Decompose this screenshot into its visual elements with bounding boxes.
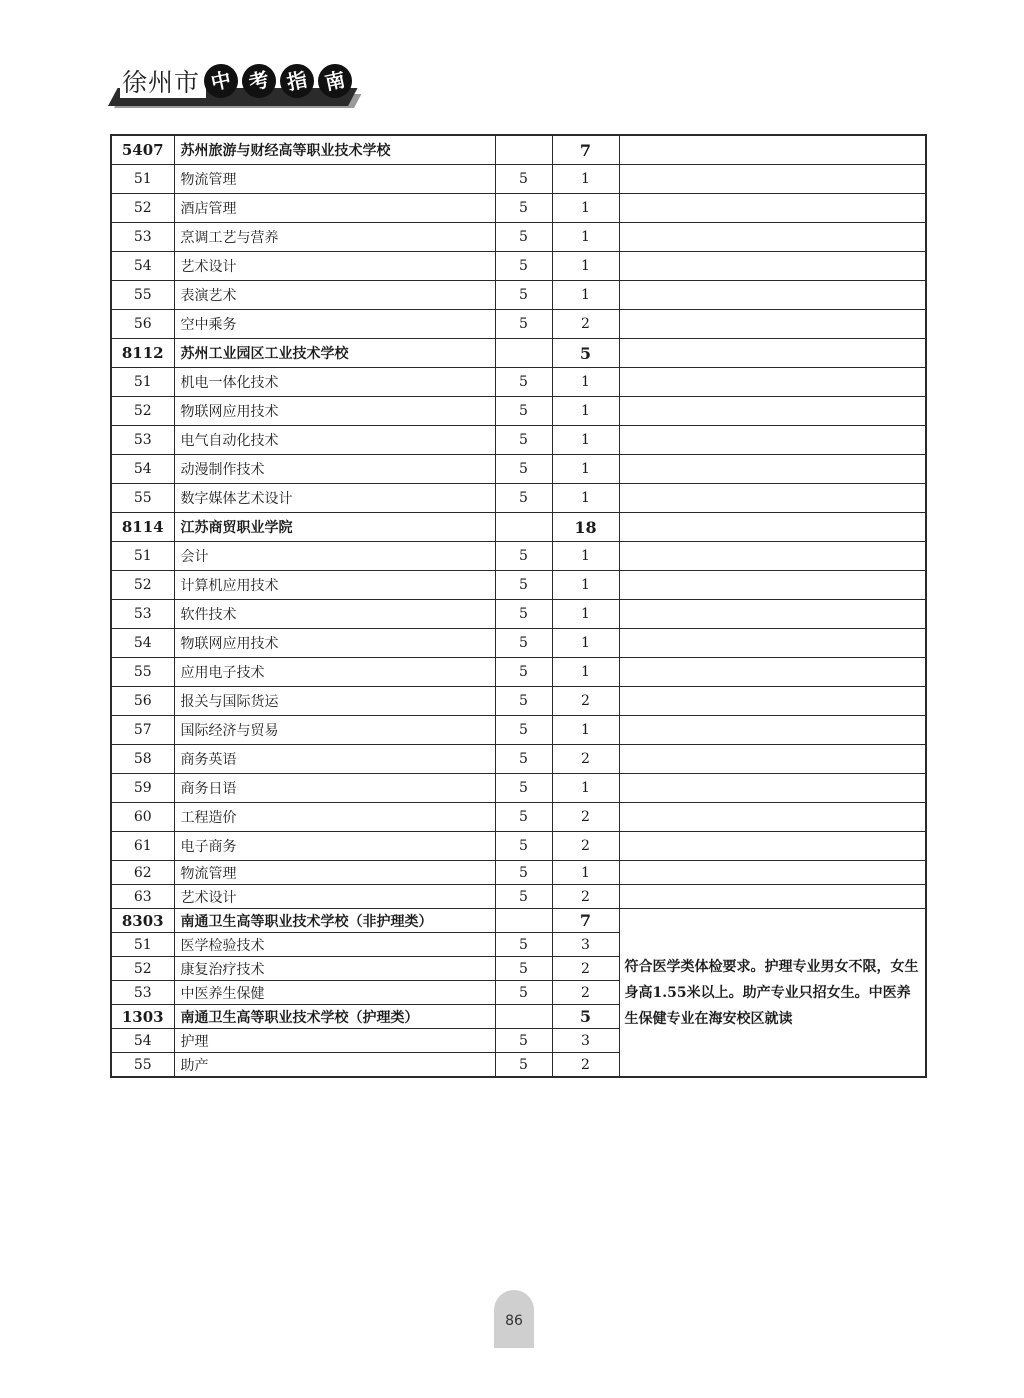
enrollment-plan: 1: [552, 223, 619, 252]
major-name: 电气自动化技术: [174, 426, 495, 455]
study-years: 5: [495, 600, 552, 629]
school-row: [111, 513, 926, 542]
major-code: 58: [111, 745, 174, 774]
header-seal-4: 南: [315, 61, 355, 101]
study-years: [495, 339, 552, 368]
major-name: 商务英语: [174, 745, 495, 774]
major-code: 51: [111, 165, 174, 194]
major-code: 54: [111, 629, 174, 658]
enrollment-plan: 1: [552, 426, 619, 455]
enrollment-plan: 1: [552, 774, 619, 803]
enrollment-plan: 2: [552, 957, 619, 981]
major-row: [111, 165, 926, 194]
study-years: 5: [495, 885, 552, 909]
major-row: [111, 885, 926, 909]
enrollment-plan: 1: [552, 542, 619, 571]
remark-cell: [619, 397, 926, 426]
school-code: 1303: [111, 1005, 174, 1029]
study-years: 5: [495, 716, 552, 745]
enrollment-plan: 1: [552, 629, 619, 658]
enrollment-plan: 2: [552, 885, 619, 909]
enrollment-plan: 1: [552, 194, 619, 223]
remark-cell: [619, 484, 926, 513]
enrollment-plan: 2: [552, 981, 619, 1005]
school-row: [111, 135, 926, 165]
major-code: 57: [111, 716, 174, 745]
major-code: 60: [111, 803, 174, 832]
admissions-table: [110, 134, 927, 1078]
remark-cell: [619, 252, 926, 281]
major-code: 51: [111, 542, 174, 571]
study-years: 5: [495, 774, 552, 803]
study-years: 5: [495, 281, 552, 310]
major-code: 56: [111, 310, 174, 339]
major-code: 52: [111, 397, 174, 426]
major-name: 艺术设计: [174, 252, 495, 281]
major-name: 应用电子技术: [174, 658, 495, 687]
enrollment-plan: 18: [552, 513, 619, 542]
major-row: [111, 194, 926, 223]
major-code: 52: [111, 571, 174, 600]
major-code: 54: [111, 1029, 174, 1053]
enrollment-plan: 2: [552, 1053, 619, 1078]
major-row: [111, 397, 926, 426]
remark-cell: [619, 716, 926, 745]
enrollment-plan: 2: [552, 803, 619, 832]
major-code: 52: [111, 957, 174, 981]
major-name: 助产: [174, 1053, 495, 1078]
study-years: 5: [495, 629, 552, 658]
remark-cell: [619, 658, 926, 687]
remark-cell: [619, 600, 926, 629]
remark-text: 符合医学类体检要求。护理专业男女不限，女生身高1.55米以上。助产专业只招女生。中医养生保健专业在海安校区就读: [619, 909, 926, 1078]
enrollment-plan: 1: [552, 484, 619, 513]
major-name: 工程造价: [174, 803, 495, 832]
enrollment-plan: 2: [552, 687, 619, 716]
major-code: 56: [111, 687, 174, 716]
major-row: [111, 629, 926, 658]
major-row: [111, 542, 926, 571]
remark-cell: [619, 165, 926, 194]
major-row: [111, 252, 926, 281]
enrollment-plan: 1: [552, 600, 619, 629]
school-name: 南通卫生高等职业技术学校（非护理类）: [174, 909, 495, 933]
study-years: 5: [495, 1029, 552, 1053]
major-code: 55: [111, 484, 174, 513]
enrollment-plan: 3: [552, 1029, 619, 1053]
major-code: 55: [111, 1053, 174, 1078]
enrollment-plan: 1: [552, 861, 619, 885]
major-name: 医学检验技术: [174, 933, 495, 957]
study-years: 5: [495, 571, 552, 600]
major-name: 物流管理: [174, 861, 495, 885]
school-name: 苏州旅游与财经高等职业技术学校: [174, 135, 495, 165]
enrollment-plan: 3: [552, 933, 619, 957]
study-years: 5: [495, 933, 552, 957]
major-row: [111, 832, 926, 861]
remark-cell: [619, 571, 926, 600]
major-name: 护理: [174, 1029, 495, 1053]
major-name: 物联网应用技术: [174, 629, 495, 658]
study-years: 5: [495, 803, 552, 832]
major-code: 62: [111, 861, 174, 885]
study-years: 5: [495, 745, 552, 774]
major-code: 53: [111, 223, 174, 252]
enrollment-plan: 2: [552, 745, 619, 774]
major-code: 53: [111, 981, 174, 1005]
major-name: 艺术设计: [174, 885, 495, 909]
study-years: 5: [495, 455, 552, 484]
major-row: [111, 745, 926, 774]
major-row: [111, 223, 926, 252]
remark-cell: [619, 629, 926, 658]
remark-cell: [619, 832, 926, 861]
school-name: 南通卫生高等职业技术学校（护理类）: [174, 1005, 495, 1029]
major-row: [111, 600, 926, 629]
enrollment-plan: 5: [552, 339, 619, 368]
major-row: [111, 803, 926, 832]
study-years: 5: [495, 861, 552, 885]
major-row: [111, 716, 926, 745]
enrollment-plan: 1: [552, 455, 619, 484]
remark-cell: [619, 194, 926, 223]
major-name: 康复治疗技术: [174, 957, 495, 981]
remark-cell: [619, 745, 926, 774]
school-name: 苏州工业园区工业技术学校: [174, 339, 495, 368]
major-name: 物联网应用技术: [174, 397, 495, 426]
major-name: 数字媒体艺术设计: [174, 484, 495, 513]
study-years: 5: [495, 687, 552, 716]
major-row: [111, 571, 926, 600]
major-code: 55: [111, 658, 174, 687]
remark-cell: [619, 310, 926, 339]
major-code: 53: [111, 600, 174, 629]
remark-cell: [619, 339, 926, 368]
study-years: [495, 513, 552, 542]
major-name: 酒店管理: [174, 194, 495, 223]
remark-cell: [619, 687, 926, 716]
remark-cell: [619, 281, 926, 310]
study-years: [495, 135, 552, 165]
major-name: 会计: [174, 542, 495, 571]
major-name: 动漫制作技术: [174, 455, 495, 484]
major-code: 59: [111, 774, 174, 803]
enrollment-plan: 1: [552, 716, 619, 745]
school-code: 5407: [111, 135, 174, 165]
major-name: 机电一体化技术: [174, 368, 495, 397]
school-code: 8114: [111, 513, 174, 542]
remark-cell: [619, 368, 926, 397]
major-name: 表演艺术: [174, 281, 495, 310]
study-years: 5: [495, 1053, 552, 1078]
header-seal-2: 考: [239, 61, 279, 101]
enrollment-plan: 2: [552, 832, 619, 861]
major-name: 国际经济与贸易: [174, 716, 495, 745]
major-name: 报关与国际货运: [174, 687, 495, 716]
major-name: 空中乘务: [174, 310, 495, 339]
remark-cell: [619, 135, 926, 165]
enrollment-plan: 7: [552, 909, 619, 933]
study-years: 5: [495, 368, 552, 397]
enrollment-plan: 2: [552, 310, 619, 339]
major-row: [111, 687, 926, 716]
remark-cell: [619, 861, 926, 885]
remark-cell: [619, 513, 926, 542]
header-seal-3: 指: [277, 61, 317, 101]
major-name: 电子商务: [174, 832, 495, 861]
header-banner: [108, 58, 358, 110]
remark-cell: [619, 885, 926, 909]
enrollment-plan: 1: [552, 165, 619, 194]
study-years: 5: [495, 981, 552, 1005]
major-name: 烹调工艺与营养: [174, 223, 495, 252]
enrollment-plan: 1: [552, 368, 619, 397]
enrollment-plan: 1: [552, 252, 619, 281]
header-city: 徐州市: [120, 68, 206, 98]
study-years: 5: [495, 310, 552, 339]
major-code: 53: [111, 426, 174, 455]
remark-cell: [619, 223, 926, 252]
major-code: 63: [111, 885, 174, 909]
page-number: 86: [494, 1290, 534, 1348]
major-name: 计算机应用技术: [174, 571, 495, 600]
enrollment-plan: 1: [552, 571, 619, 600]
major-code: 54: [111, 252, 174, 281]
major-name: 物流管理: [174, 165, 495, 194]
major-row: [111, 455, 926, 484]
enrollment-plan: 1: [552, 397, 619, 426]
major-row: [111, 368, 926, 397]
study-years: 5: [495, 957, 552, 981]
study-years: 5: [495, 542, 552, 571]
study-years: 5: [495, 484, 552, 513]
major-code: 51: [111, 933, 174, 957]
study-years: 5: [495, 252, 552, 281]
remark-cell: [619, 803, 926, 832]
major-row: [111, 426, 926, 455]
remark-cell: [619, 774, 926, 803]
remark-cell: [619, 426, 926, 455]
major-row: [111, 774, 926, 803]
school-row: [111, 909, 926, 933]
school-code: 8112: [111, 339, 174, 368]
study-years: 5: [495, 397, 552, 426]
study-years: 5: [495, 223, 552, 252]
header-seal-1: 中: [201, 61, 241, 101]
remark-cell: [619, 455, 926, 484]
remark-cell: [619, 542, 926, 571]
major-row: [111, 281, 926, 310]
study-years: 5: [495, 194, 552, 223]
study-years: 5: [495, 832, 552, 861]
major-name: 商务日语: [174, 774, 495, 803]
major-name: 软件技术: [174, 600, 495, 629]
enrollment-plan: 1: [552, 658, 619, 687]
major-code: 52: [111, 194, 174, 223]
major-code: 51: [111, 368, 174, 397]
study-years: [495, 909, 552, 933]
study-years: 5: [495, 426, 552, 455]
major-code: 55: [111, 281, 174, 310]
school-row: [111, 339, 926, 368]
enrollment-plan: 1: [552, 281, 619, 310]
major-row: [111, 658, 926, 687]
enrollment-plan: 7: [552, 135, 619, 165]
major-row: [111, 484, 926, 513]
admissions-table-wrapper: [110, 134, 927, 1078]
major-name: 中医养生保健: [174, 981, 495, 1005]
study-years: 5: [495, 658, 552, 687]
school-code: 8303: [111, 909, 174, 933]
major-code: 54: [111, 455, 174, 484]
major-code: 61: [111, 832, 174, 861]
enrollment-plan: 5: [552, 1005, 619, 1029]
school-name: 江苏商贸职业学院: [174, 513, 495, 542]
study-years: [495, 1005, 552, 1029]
major-row: [111, 310, 926, 339]
study-years: 5: [495, 165, 552, 194]
major-row: [111, 861, 926, 885]
